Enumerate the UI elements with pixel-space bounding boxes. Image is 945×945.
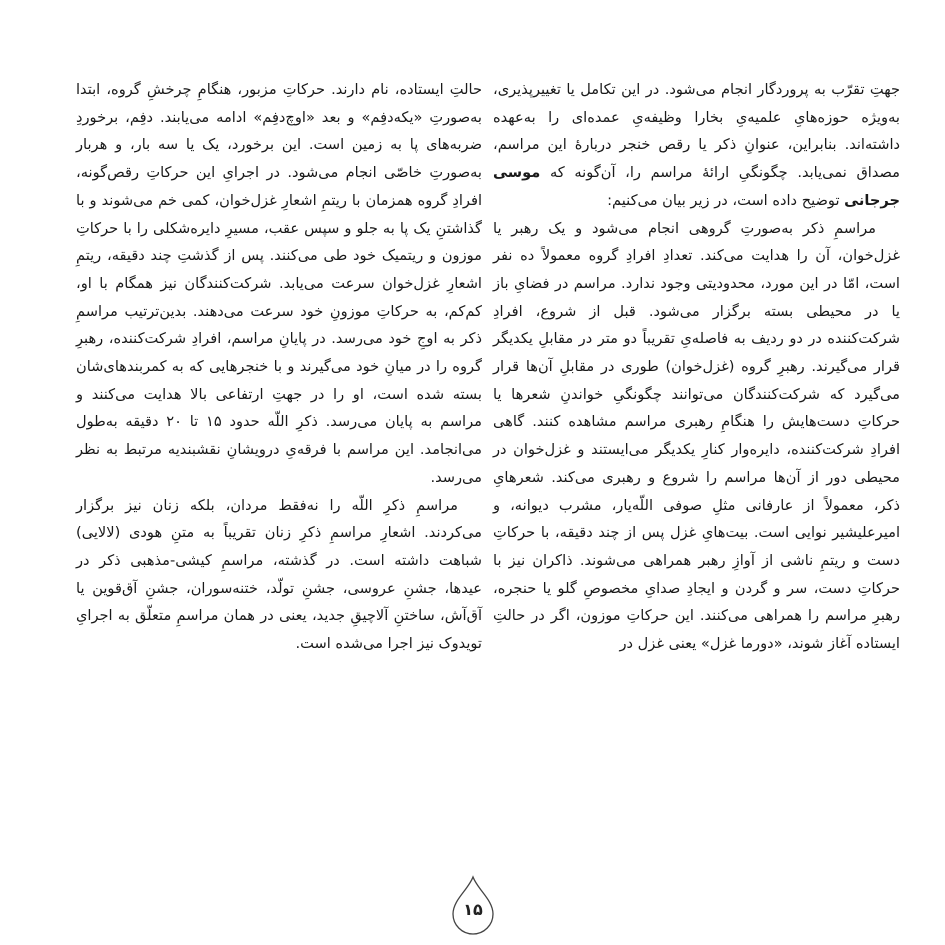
paragraph-text: جهتِ تقرّب به پروردگار انجام می‌شود. در این تکامل یا تغییرپذیری، به‌ویژه حوزه‌هایِ علمیه‌یِ بخارا وظیفه‌یِ عمده‌ای را به‌عهده داشته‌اند. بنابراین، عنوانِ ذکر یا رقص خنجر دربارهٔ این مراسم، مصداق نمی‌یابد. چگونگیِ ارائهٔ مراسم را، آن‌گونه که bbox=[493, 81, 900, 182]
paragraph bbox=[493, 76, 900, 215]
paragraph: حالتِ ایستاده، نام دارند. حرکاتِ مزبور، هنگامِ چرخشِ گروه، ابتدا به‌صورتِ «یکه‌دفِم» و بعد «اوچ‌دفِم» ادامه می‌یابند. دفِم، برخوردِ ضربه‌های پا به زمین است. این برخورد، یک یا سه بار، و هربار به‌صورتِ خاصّی انجام می‌شود. در اجرایِ این حرکاتِ رقص‌گونه، افرادِ گروه همزمان با ریتمِ اشعارِ غزل‌خوان، کمی خم می‌شوند و با گذاشتنِ یک پا به جلو و سپس عقب، مسیرِ دایره‌شکلی را با حرکاتِ موزون و ریتمیک خود طی می‌کنند. پس از گذشتِ چند دقیقه، ریتمِ اشعارِ غزل‌خوان سرعت می‌یابد. شرکت‌کنندگان نیز همگام با او، کم‌کم، به حرکاتِ موزونِ خود سرعت می‌دهند. بدین‌ترتیب مراسمِ ذکر به اوجِ خود می‌رسد. در پایانِ مراسم، افرادِ شرکت‌کننده، رهبرِ گروه را در میانِ خود می‌گیرند و با خنجرهایی که به کمربندهای‌شان بسته شده است، او را در جهتِ ارتفاعی بالا هدایت می‌کنند و مراسم به پایان می‌رسد. ذکرِ اللّه حدود ۱۵ تا ۲۰ دقیقه به‌طول می‌انجامد. این مراسم با فرقه‌یِ درویشانِ نقشبندیه مرتبط به نظر می‌رسد. bbox=[76, 81, 482, 486]
author-name: موسی جرجانی bbox=[493, 164, 900, 209]
text-column-left bbox=[76, 76, 482, 658]
paragraph: مراسمِ ذکر به‌صورتِ گروهی انجام می‌شود و یک رهبر یا غزل‌خوان، آن را هدایت می‌کند. تعدادِ افرادِ گروه معمولاً ده نفر است، امّا در این مورد، محدودیتی وجود ندارد. مراسم در فضایِ باز یا در محیطی بسته برگزار می‌شود. قبل از شروع، افرادِ شرکت‌کننده در دو ردیف به فاصله‌یِ تقریباً دو متر در مقابلِ یکدیگر قرار می‌گیرند. رهبرِ گروه (غزل‌خوان) طوری در مقابلِ آن‌ها قرار می‌گیرد که شرکت‌کنندگان می‌توانند چگونگیِ خواندنِ شعرها یا حرکاتِ دست‌هایش را هنگامِ رهبری مراسم مشاهده کنند. گاهی افرادِ شرکت‌کننده، دایره‌وار کنارِ یکدیگر می‌ایستند و غزل‌خوان در محیطی دور از آن‌ها مراسم را شروع و رهبری می‌کند. شعرهایِ ذکر، معمولاً از عارفانی مثلِ صوفی اللّه‌یار، مشرب دیوانه، و امیرعلیشیر نوایی است. بیت‌هایِ غزل پس از چند دقیقه، با حرکاتِ دست و ریتمِ ناشی از آوازِ رهبر همراهی می‌شوند. ذاکران نیز با حرکاتِ دست، سر و گردن و ایجادِ صدایِ مخصوصِ گلو یا حنجره، رهبرِ مراسم را همراهی می‌کنند. این حرکاتِ موزون، اگر در حالتِ ایستاده آغاز شوند، «دورما غزل» یعنی غزل در bbox=[493, 219, 900, 653]
page-number-badge bbox=[448, 874, 498, 936]
page-number: ۱۵ bbox=[463, 900, 483, 919]
text-column-right bbox=[493, 76, 900, 658]
paragraph: مراسمِ ذکرِ اللّه را نه‌فقط مردان، بلکه زنان نیز برگزار می‌کردند. اشعارِ مراسمِ ذکرِ زنان تقریباً به متنِ هودی (لالایی) شباهت داشته است. در گذشته، مراسمِ کیشی-مذهبی ذکر در عیدها، جشنِ عروسی، جشنِ تولّد، ختنه‌سوران، جشنِ آق‌قوین یا آق‌آش، ساختنِ آلاچیقِ جدید، یعنی در همان مراسمِ متعلّق به اجرایِ تویدوک نیز اجرا می‌شده است. bbox=[76, 496, 482, 653]
paragraph-text: توضیح داده است، در زیر بیان می‌کنیم: bbox=[607, 191, 840, 209]
